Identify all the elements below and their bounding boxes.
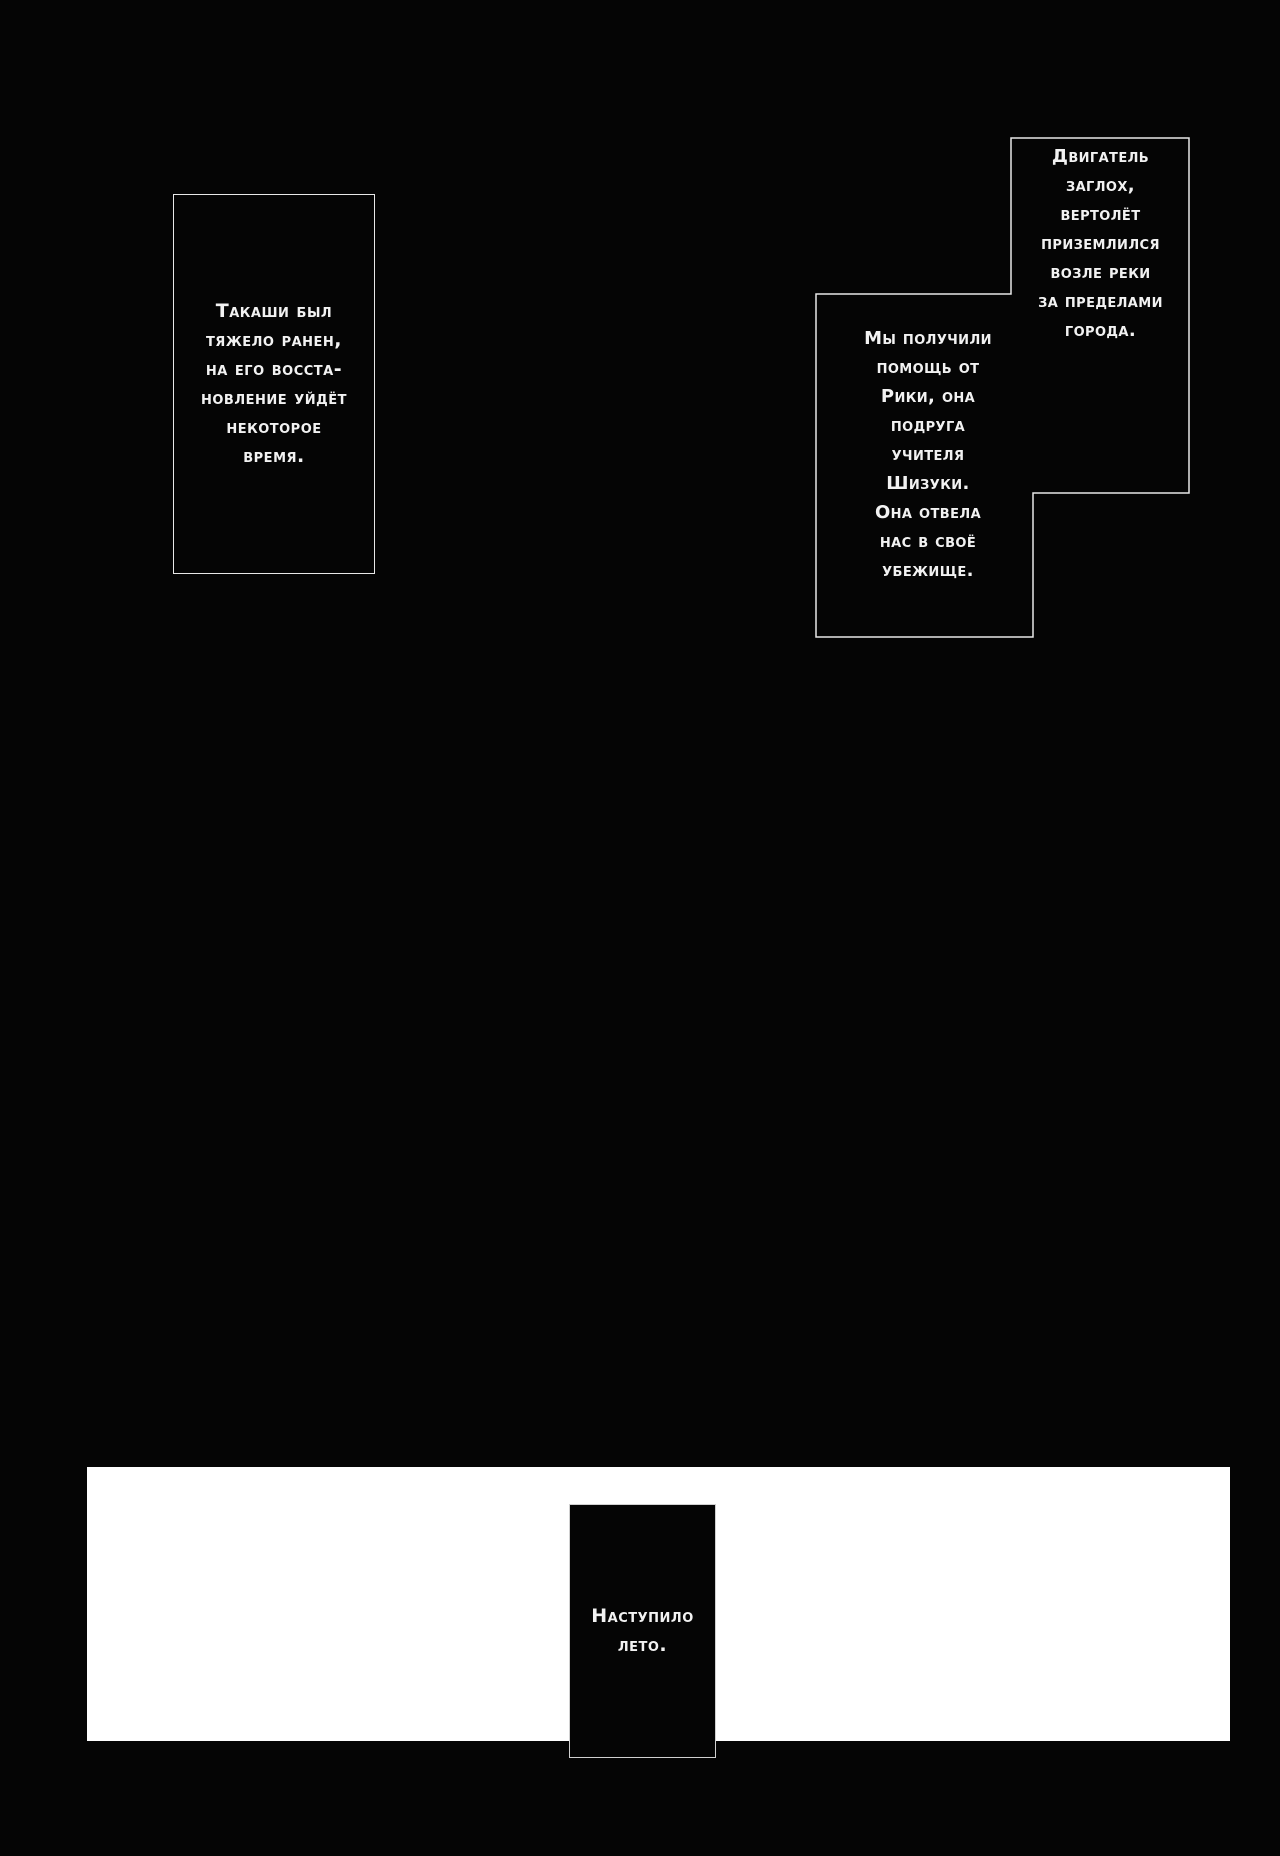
caption-text-riki: Мы получили помощь от Рики, она подруга учителя Шизуки. Она отвела нас в своё убежище. (864, 328, 992, 581)
caption-text-summer: Наступило лето. (591, 1605, 694, 1656)
caption-text-takashi: Такаши был тяжело ранен, на его восста- новление уйдёт некоторое время. (200, 300, 347, 467)
caption-box-takashi (173, 194, 375, 574)
caption-box-engine (1012, 142, 1189, 345)
caption-box-summer (569, 1504, 716, 1758)
caption-box-riki (822, 324, 1034, 585)
caption-text-engine: Двигатель заглох, вертолёт приземлился возле реки за пределами города. (1038, 146, 1163, 341)
